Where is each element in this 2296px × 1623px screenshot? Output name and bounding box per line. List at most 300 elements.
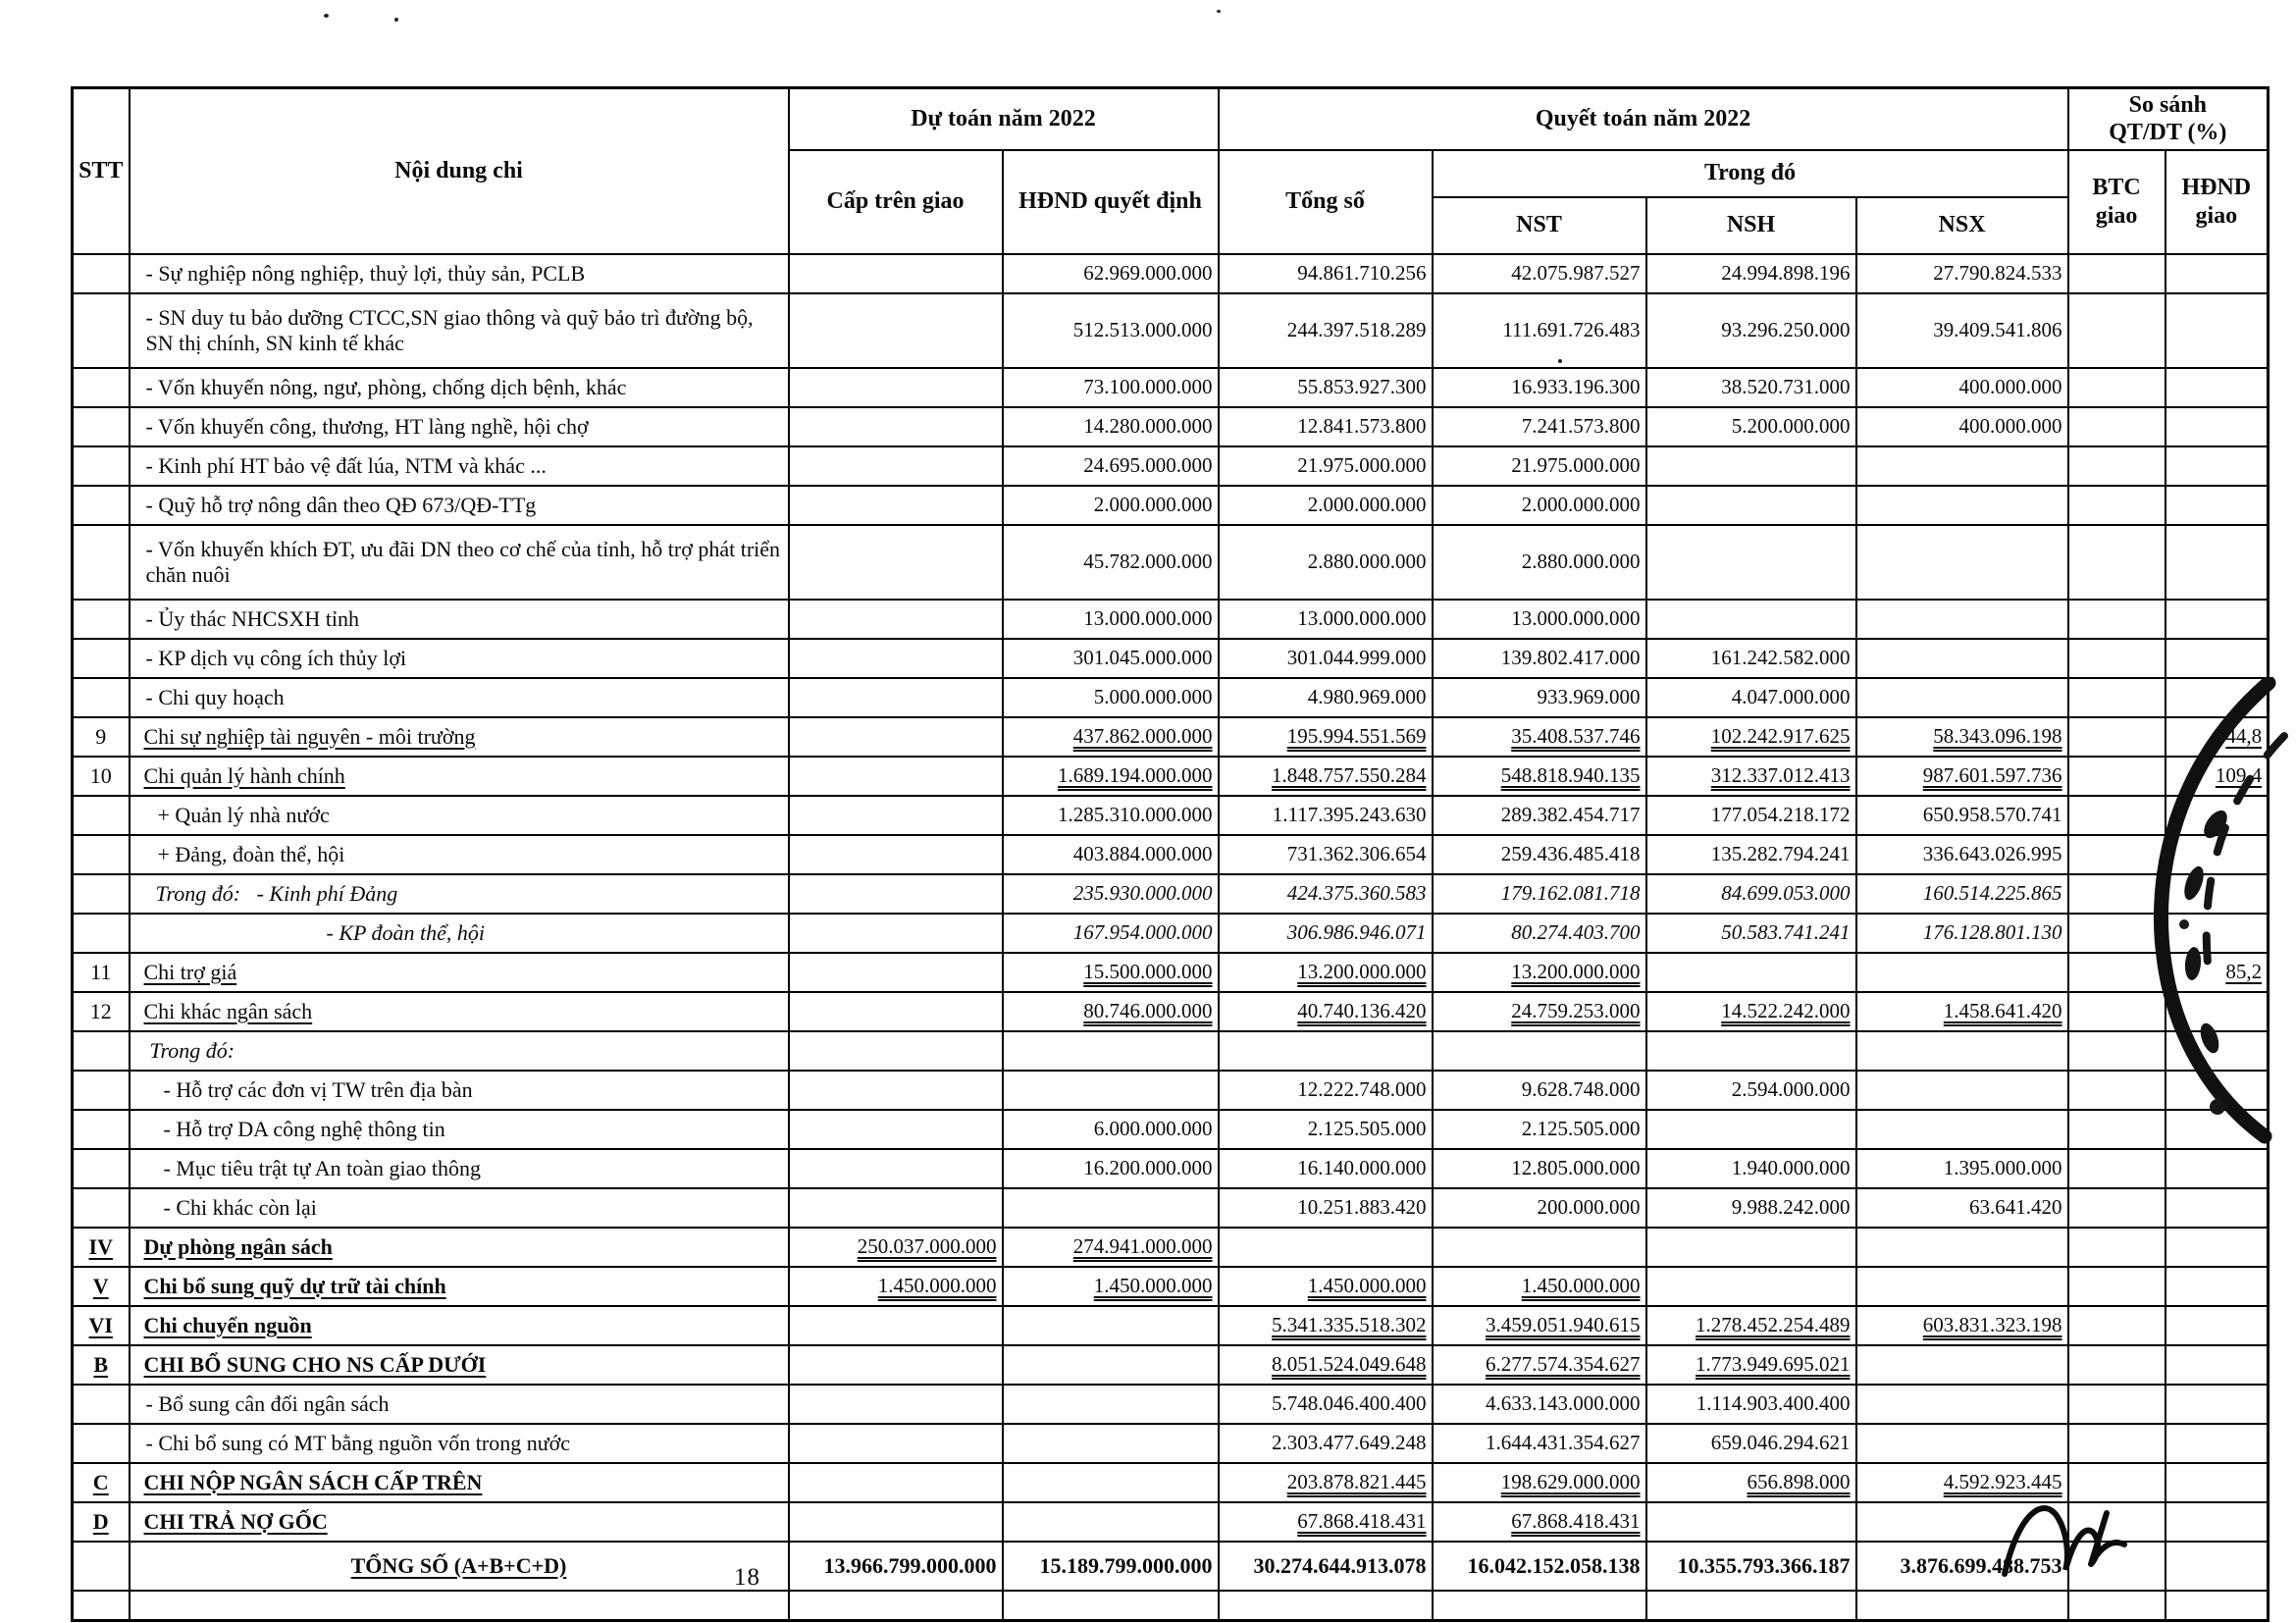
cell-cap-tren-giao [789, 486, 1003, 525]
cell-label: - Quỹ hỗ trợ nông dân theo QĐ 673/QĐ-TTg [130, 486, 789, 525]
cell-nsx: 63.641.420 [1856, 1188, 2068, 1228]
cell-nst: 200.000.000 [1433, 1188, 1646, 1228]
cell-hdnd-quyet-dinh [1003, 1071, 1219, 1110]
cell-tong-so: 8.051.524.049.648 [1219, 1345, 1433, 1385]
cell-cap-tren-giao [789, 1591, 1003, 1621]
cell-nsx: 160.514.225.865 [1856, 874, 2068, 914]
cell-hdnd-quyet-dinh: 13.000.000.000 [1003, 600, 1219, 639]
cell-btc-giao [2068, 1031, 2166, 1071]
cell-tong-so: 203.878.821.445 [1219, 1463, 1433, 1502]
cell-nst: 1.450.000.000 [1433, 1267, 1646, 1306]
cell-btc-giao [2068, 368, 2166, 407]
cell-hdnd-quyet-dinh [1003, 1463, 1219, 1502]
cell-nsx [1856, 953, 2068, 992]
cell-btc-giao [2068, 914, 2166, 953]
cell-stt [73, 293, 130, 368]
cell-tong-so: 16.140.000.000 [1219, 1149, 1433, 1188]
cell-stt [73, 1188, 130, 1228]
header-so-sanh [2068, 88, 2269, 150]
cell-btc-giao [2068, 254, 2166, 293]
cell-label: - Vốn khuyến khích ĐT, ưu đãi DN theo cơ chế của tỉnh, hỗ trợ phát triển chăn nuôi [130, 525, 789, 600]
cell-hdnd-quyet-dinh [1003, 1188, 1219, 1228]
cell-btc-giao [2068, 1463, 2166, 1502]
cell-stt [73, 914, 130, 953]
table-row [73, 1031, 2269, 1071]
cell-hdnd-quyet-dinh [1003, 1502, 1219, 1542]
cell-hdnd-quyet-dinh: 24.695.000.000 [1003, 446, 1219, 486]
table-row [73, 1502, 2269, 1542]
cell-nsx: 3.876.699.488.753 [1856, 1542, 2068, 1591]
cell-cap-tren-giao [789, 717, 1003, 757]
cell-stt [73, 678, 130, 717]
cell-hdnd-giao [2166, 1502, 2269, 1542]
cell-hdnd-quyet-dinh: 1.689.194.000.000 [1003, 757, 1219, 796]
table-row [73, 1110, 2269, 1149]
cell-nst: 2.000.000.000 [1433, 486, 1646, 525]
cell-nsx [1856, 525, 2068, 600]
cell-cap-tren-giao [789, 1306, 1003, 1345]
cell-label: - Mục tiêu trật tự An toàn giao thông [130, 1149, 789, 1188]
cell-hdnd-quyet-dinh: 437.862.000.000 [1003, 717, 1219, 757]
header-tong-so: Tổng số [1219, 150, 1433, 254]
cell-nsh: 1.940.000.000 [1646, 1149, 1856, 1188]
cell-nsx [1856, 486, 2068, 525]
cell-tong-so: 306.986.946.071 [1219, 914, 1433, 953]
cell-tong-so: 12.222.748.000 [1219, 1071, 1433, 1110]
table-row [73, 992, 2269, 1031]
cell-hdnd-quyet-dinh: 1.285.310.000.000 [1003, 796, 1219, 835]
header-stt: STT [73, 88, 130, 254]
table-row [73, 1228, 2269, 1267]
cell-cap-tren-giao [789, 992, 1003, 1031]
cell-btc-giao [2068, 293, 2166, 368]
cell-hdnd-giao [2166, 1267, 2269, 1306]
cell-stt [73, 1591, 130, 1621]
cell-nsx: 603.831.323.198 [1856, 1306, 2068, 1345]
cell-nst: 9.628.748.000 [1433, 1071, 1646, 1110]
cell-nst: 35.408.537.746 [1433, 717, 1646, 757]
cell-btc-giao [2068, 600, 2166, 639]
header-nst: NST [1433, 197, 1646, 254]
header-cap-tren-giao: Cấp trên giao [789, 150, 1003, 254]
cell-btc-giao [2068, 678, 2166, 717]
cell-btc-giao [2068, 796, 2166, 835]
cell-label: - Hỗ trợ các đơn vị TW trên địa bàn [130, 1071, 789, 1110]
cell-nsx: 987.601.597.736 [1856, 757, 2068, 796]
cell-nsh [1646, 1267, 1856, 1306]
cell-stt [73, 525, 130, 600]
cell-stt [73, 1031, 130, 1071]
cell-label: Trong đó: [130, 1031, 789, 1071]
header-hdnd-giao [2166, 150, 2269, 254]
cell-nsx: 336.643.026.995 [1856, 835, 2068, 874]
header-hdnd-line1: HĐND [2181, 175, 2252, 201]
cell-hdnd-quyet-dinh: 403.884.000.000 [1003, 835, 1219, 874]
cell-label: CHI NỘP NGÂN SÁCH CẤP TRÊN [130, 1463, 789, 1502]
cell-stt [73, 254, 130, 293]
cell-stt [73, 1542, 130, 1591]
table-row [73, 678, 2269, 717]
cell-nsh: 177.054.218.172 [1646, 796, 1856, 835]
cell-cap-tren-giao [789, 600, 1003, 639]
cell-nsh: 659.046.294.621 [1646, 1424, 1856, 1463]
cell-tong-so: 2.880.000.000 [1219, 525, 1433, 600]
table-row [73, 1071, 2269, 1110]
cell-nsh [1646, 600, 1856, 639]
cell-cap-tren-giao [789, 368, 1003, 407]
cell-tong-so [1219, 1228, 1433, 1267]
cell-cap-tren-giao [789, 407, 1003, 446]
cell-nst [1433, 1228, 1646, 1267]
scan-speck [324, 14, 329, 18]
cell-nsh: 9.988.242.000 [1646, 1188, 1856, 1228]
cell-nsx: 4.592.923.445 [1856, 1463, 2068, 1502]
cell-cap-tren-giao [789, 1463, 1003, 1502]
cell-cap-tren-giao [789, 757, 1003, 796]
table-row [73, 1463, 2269, 1502]
cell-stt: 11 [73, 953, 130, 992]
cell-stt [73, 600, 130, 639]
cell-stt [73, 1385, 130, 1424]
cell-cap-tren-giao [789, 1424, 1003, 1463]
cell-nsh: 102.242.917.625 [1646, 717, 1856, 757]
cell-nsh: 1.773.949.695.021 [1646, 1345, 1856, 1385]
cell-label: Chi bổ sung quỹ dự trữ tài chính [130, 1267, 789, 1306]
table-row [73, 1267, 2269, 1306]
cell-nsx: 58.343.096.198 [1856, 717, 2068, 757]
table-row [73, 1424, 2269, 1463]
cell-cap-tren-giao: 1.450.000.000 [789, 1267, 1003, 1306]
header-btc-line2: giao [2095, 202, 2138, 229]
cell-hdnd-quyet-dinh: 16.200.000.000 [1003, 1149, 1219, 1188]
table-row [73, 486, 2269, 525]
cell-stt [73, 796, 130, 835]
cell-hdnd-quyet-dinh [1003, 1385, 1219, 1424]
table-row [73, 757, 2269, 796]
table-body [73, 254, 2269, 1621]
cell-label: Chi sự nghiệp tài nguyên - môi trường [130, 717, 789, 757]
cell-nsx [1856, 1110, 2068, 1149]
cell-nst: 13.200.000.000 [1433, 953, 1646, 992]
table-row [73, 953, 2269, 992]
cell-label: Chi quản lý hành chính [130, 757, 789, 796]
cell-hdnd-giao [2166, 1385, 2269, 1424]
cell-nsx [1856, 600, 2068, 639]
cell-nst: 16.933.196.300 [1433, 368, 1646, 407]
table-row [73, 914, 2269, 953]
cell-btc-giao [2068, 953, 2166, 992]
cell-nst: 6.277.574.354.627 [1433, 1345, 1646, 1385]
cell-stt [73, 1149, 130, 1188]
cell-hdnd-quyet-dinh [1003, 1345, 1219, 1385]
cell-cap-tren-giao [789, 1110, 1003, 1149]
cell-cap-tren-giao [789, 1071, 1003, 1110]
cell-tong-so: 30.274.644.913.078 [1219, 1542, 1433, 1591]
cell-hdnd-giao: 109,4 [2166, 757, 2269, 796]
cell-tong-so: 5.341.335.518.302 [1219, 1306, 1433, 1345]
cell-nst: 179.162.081.718 [1433, 874, 1646, 914]
cell-btc-giao [2068, 486, 2166, 525]
cell-hdnd-giao [2166, 254, 2269, 293]
cell-hdnd-quyet-dinh: 62.969.000.000 [1003, 254, 1219, 293]
header-btc-line1: BTC [2092, 175, 2141, 201]
cell-nst: 2.880.000.000 [1433, 525, 1646, 600]
cell-nsh: 2.594.000.000 [1646, 1071, 1856, 1110]
cell-hdnd-quyet-dinh: 15.500.000.000 [1003, 953, 1219, 992]
cell-nsh: 4.047.000.000 [1646, 678, 1856, 717]
cell-tong-so: 55.853.927.300 [1219, 368, 1433, 407]
cell-hdnd-giao [2166, 1188, 2269, 1228]
cell-nsx [1856, 1228, 2068, 1267]
cell-nsh: 656.898.000 [1646, 1463, 1856, 1502]
cell-cap-tren-giao [789, 796, 1003, 835]
header-so-sanh-line2: QT/DT (%) [2109, 120, 2227, 146]
table-row [73, 1591, 2269, 1621]
cell-cap-tren-giao [789, 1502, 1003, 1542]
cell-nsh [1646, 486, 1856, 525]
cell-btc-giao [2068, 1385, 2166, 1424]
cell-hdnd-giao [2166, 600, 2269, 639]
cell-label: Chi chuyển nguồn [130, 1306, 789, 1345]
cell-cap-tren-giao [789, 1188, 1003, 1228]
cell-stt: 12 [73, 992, 130, 1031]
cell-btc-giao [2068, 1502, 2166, 1542]
header-hdnd-line2: giao [2195, 202, 2238, 229]
cell-hdnd-giao [2166, 1345, 2269, 1385]
cell-nst: 933.969.000 [1433, 678, 1646, 717]
cell-tong-so: 12.841.573.800 [1219, 407, 1433, 446]
cell-nsh: 14.522.242.000 [1646, 992, 1856, 1031]
cell-nst: 2.125.505.000 [1433, 1110, 1646, 1149]
cell-nsx [1856, 1385, 2068, 1424]
cell-tong-so: 2.303.477.649.248 [1219, 1424, 1433, 1463]
table-row [73, 796, 2269, 835]
cell-label: - Vốn khuyến công, thương, HT làng nghề, hội chợ [130, 407, 789, 446]
cell-hdnd-giao [2166, 368, 2269, 407]
cell-nst: 198.629.000.000 [1433, 1463, 1646, 1502]
cell-nst: 12.805.000.000 [1433, 1149, 1646, 1188]
cell-tong-so: 13.200.000.000 [1219, 953, 1433, 992]
cell-label: - Chi khác còn lại [130, 1188, 789, 1228]
cell-nst: 7.241.573.800 [1433, 407, 1646, 446]
cell-label: - Sự nghiệp nông nghiệp, thuỷ lợi, thủy sản, PCLB [130, 254, 789, 293]
cell-btc-giao [2068, 1591, 2166, 1621]
cell-nsh: 10.355.793.366.187 [1646, 1542, 1856, 1591]
scan-speck [394, 18, 398, 22]
table-row [73, 1188, 2269, 1228]
cell-nst [1433, 1031, 1646, 1071]
cell-stt [73, 1424, 130, 1463]
cell-hdnd-giao [2166, 1306, 2269, 1345]
cell-tong-so: 2.000.000.000 [1219, 486, 1433, 525]
cell-hdnd-quyet-dinh: 15.189.799.000.000 [1003, 1542, 1219, 1591]
cell-nst: 4.633.143.000.000 [1433, 1385, 1646, 1424]
table-row [73, 1345, 2269, 1385]
table-row [73, 835, 2269, 874]
cell-label: - Hỗ trợ DA công nghệ thông tin [130, 1110, 789, 1149]
cell-tong-so: 4.980.969.000 [1219, 678, 1433, 717]
cell-nsh [1646, 1228, 1856, 1267]
cell-tong-so: 13.000.000.000 [1219, 600, 1433, 639]
cell-stt [73, 446, 130, 486]
cell-hdnd-quyet-dinh [1003, 1031, 1219, 1071]
cell-stt [73, 639, 130, 678]
cell-cap-tren-giao [789, 1385, 1003, 1424]
cell-cap-tren-giao [789, 914, 1003, 953]
cell-tong-so [1219, 1591, 1433, 1621]
cell-btc-giao [2068, 992, 2166, 1031]
cell-hdnd-quyet-dinh [1003, 1424, 1219, 1463]
cell-hdnd-giao [2166, 1149, 2269, 1188]
cell-btc-giao [2068, 1071, 2166, 1110]
cell-btc-giao [2068, 1149, 2166, 1188]
cell-tong-so [1219, 1031, 1433, 1071]
header-du-toan: Dự toán năm 2022 [789, 88, 1219, 150]
cell-btc-giao [2068, 446, 2166, 486]
cell-nst: 1.644.431.354.627 [1433, 1424, 1646, 1463]
cell-tong-so: 731.362.306.654 [1219, 835, 1433, 874]
cell-label: - KP đoàn thể, hội [130, 914, 789, 953]
scan-speck [1217, 10, 1221, 13]
cell-hdnd-giao [2166, 1031, 2269, 1071]
cell-btc-giao [2068, 757, 2166, 796]
cell-btc-giao [2068, 1188, 2166, 1228]
cell-hdnd-giao [2166, 1071, 2269, 1110]
cell-cap-tren-giao [789, 446, 1003, 486]
cell-hdnd-giao [2166, 1110, 2269, 1149]
cell-nsx [1856, 678, 2068, 717]
cell-nsh: 5.200.000.000 [1646, 407, 1856, 446]
page-number: 18 [734, 1564, 760, 1591]
cell-label: CHI BỔ SUNG CHO NS CẤP DƯỚI [130, 1345, 789, 1385]
cell-nsh: 84.699.053.000 [1646, 874, 1856, 914]
cell-cap-tren-giao [789, 953, 1003, 992]
cell-hdnd-giao [2166, 293, 2269, 368]
cell-hdnd-giao [2166, 1424, 2269, 1463]
cell-nsx [1856, 1267, 2068, 1306]
cell-hdnd-giao: 44,8 [2166, 717, 2269, 757]
cell-label: - Kinh phí HT bảo vệ đất lúa, NTM và khác ... [130, 446, 789, 486]
cell-nsx [1856, 1031, 2068, 1071]
cell-label: - Bổ sung cân đối ngân sách [130, 1385, 789, 1424]
cell-btc-giao [2068, 835, 2166, 874]
cell-btc-giao [2068, 1267, 2166, 1306]
scan-speck [1558, 359, 1562, 363]
table-row [73, 407, 2269, 446]
cell-nsh: 135.282.794.241 [1646, 835, 1856, 874]
cell-hdnd-quyet-dinh: 167.954.000.000 [1003, 914, 1219, 953]
cell-tong-so: 1.848.757.550.284 [1219, 757, 1433, 796]
table-row [73, 525, 2269, 600]
cell-stt [73, 874, 130, 914]
cell-hdnd-giao [2166, 486, 2269, 525]
cell-hdnd-giao: 85,2 [2166, 953, 2269, 992]
cell-nsh: 1.278.452.254.489 [1646, 1306, 1856, 1345]
cell-nsh [1646, 1031, 1856, 1071]
cell-hdnd-quyet-dinh: 301.045.000.000 [1003, 639, 1219, 678]
cell-nsh [1646, 1502, 1856, 1542]
header-nsx: NSX [1856, 197, 2068, 254]
cell-tong-so: 244.397.518.289 [1219, 293, 1433, 368]
cell-label [130, 1591, 789, 1621]
cell-nst: 289.382.454.717 [1433, 796, 1646, 835]
cell-stt: C [73, 1463, 130, 1502]
cell-label: TỔNG SỐ (A+B+C+D) [130, 1542, 789, 1591]
cell-stt [73, 486, 130, 525]
cell-hdnd-giao [2166, 407, 2269, 446]
cell-btc-giao [2068, 1345, 2166, 1385]
cell-nst: 24.759.253.000 [1433, 992, 1646, 1031]
cell-nsx [1856, 1071, 2068, 1110]
cell-nsh [1646, 446, 1856, 486]
cell-hdnd-giao [2166, 835, 2269, 874]
cell-btc-giao [2068, 639, 2166, 678]
cell-hdnd-quyet-dinh: 5.000.000.000 [1003, 678, 1219, 717]
table-row [73, 446, 2269, 486]
header-trong-do: Trong đó [1433, 150, 2068, 197]
cell-stt: 9 [73, 717, 130, 757]
cell-btc-giao [2068, 717, 2166, 757]
cell-tong-so: 21.975.000.000 [1219, 446, 1433, 486]
cell-label: CHI TRẢ NỢ GỐC [130, 1502, 789, 1542]
cell-nsh: 93.296.250.000 [1646, 293, 1856, 368]
header-btc-giao [2068, 150, 2166, 254]
cell-nsx: 1.395.000.000 [1856, 1149, 2068, 1188]
cell-nsx [1856, 1424, 2068, 1463]
cell-cap-tren-giao [789, 1031, 1003, 1071]
cell-hdnd-giao [2166, 1591, 2269, 1621]
cell-stt: D [73, 1502, 130, 1542]
table-header [73, 88, 2269, 254]
cell-hdnd-giao [2166, 914, 2269, 953]
cell-hdnd-quyet-dinh: 45.782.000.000 [1003, 525, 1219, 600]
cell-hdnd-giao [2166, 796, 2269, 835]
cell-stt [73, 1110, 130, 1149]
cell-nsh: 24.994.898.196 [1646, 254, 1856, 293]
cell-hdnd-giao [2166, 992, 2269, 1031]
cell-stt: B [73, 1345, 130, 1385]
cell-nsh: 50.583.741.241 [1646, 914, 1856, 953]
cell-tong-so: 1.450.000.000 [1219, 1267, 1433, 1306]
cell-stt: V [73, 1267, 130, 1306]
cell-hdnd-quyet-dinh: 235.930.000.000 [1003, 874, 1219, 914]
cell-nsh [1646, 953, 1856, 992]
cell-nsh [1646, 1591, 1856, 1621]
cell-cap-tren-giao: 13.966.799.000.000 [789, 1542, 1003, 1591]
cell-cap-tren-giao [789, 293, 1003, 368]
cell-cap-tren-giao [789, 525, 1003, 600]
cell-nsh: 1.114.903.400.400 [1646, 1385, 1856, 1424]
cell-nst: 259.436.485.418 [1433, 835, 1646, 874]
cell-nsh: 161.242.582.000 [1646, 639, 1856, 678]
cell-hdnd-giao [2166, 1463, 2269, 1502]
cell-hdnd-quyet-dinh: 512.513.000.000 [1003, 293, 1219, 368]
cell-hdnd-quyet-dinh [1003, 1306, 1219, 1345]
cell-hdnd-giao [2166, 525, 2269, 600]
cell-nsx: 39.409.541.806 [1856, 293, 2068, 368]
cell-btc-giao [2068, 1306, 2166, 1345]
cell-nsh: 38.520.731.000 [1646, 368, 1856, 407]
cell-tong-so: 424.375.360.583 [1219, 874, 1433, 914]
cell-nsx: 400.000.000 [1856, 368, 2068, 407]
cell-nsh [1646, 525, 1856, 600]
cell-stt [73, 835, 130, 874]
cell-hdnd-giao [2166, 639, 2269, 678]
cell-cap-tren-giao [789, 639, 1003, 678]
cell-nsx: 27.790.824.533 [1856, 254, 2068, 293]
cell-nst: 67.868.418.431 [1433, 1502, 1646, 1542]
cell-tong-so: 2.125.505.000 [1219, 1110, 1433, 1149]
